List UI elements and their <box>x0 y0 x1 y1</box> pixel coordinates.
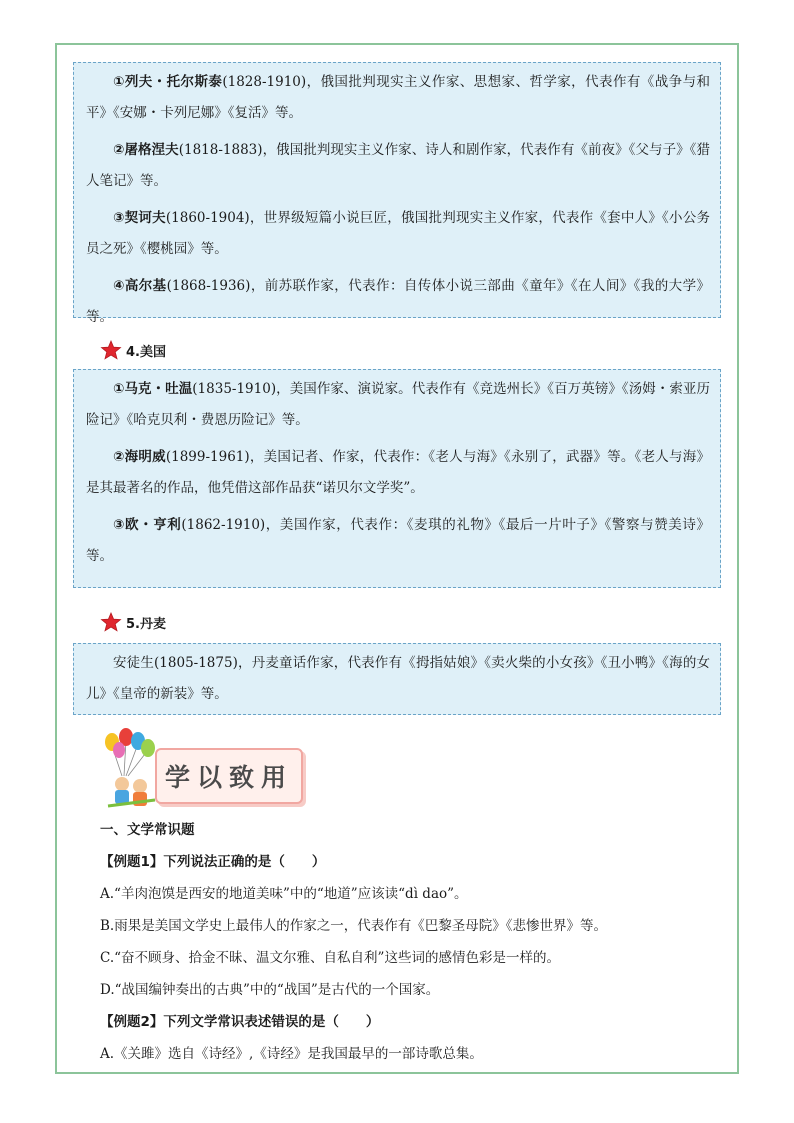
author-text: (1835-1910)，美国作家、演说家。代表作有《竞选州长》《百万英镑》《汤姆・索亚历险记》《哈克贝利・费恩历险记》等。 <box>86 381 710 428</box>
author-text: (1899-1961)，美国记者、作家，代表作：《老人与海》《永别了，武器》等。《老人与海》是其最著名的作品，他凭借这部作品获“诺贝尔文学奖”。 <box>86 449 710 496</box>
author-name: ②屠格涅夫 <box>113 142 179 158</box>
author-text: (1868-1936)，前苏联作家，代表作：自传体小说三部曲《童年》《在人间》《我的大学》等。 <box>86 278 710 325</box>
author-entry <box>86 203 710 265</box>
author-entry <box>86 442 710 504</box>
question-label: 【例题2】 <box>100 1014 164 1030</box>
question-1 <box>100 854 720 870</box>
section-heading-text: 4.美国 <box>126 344 166 360</box>
question-label: 【例题1】 <box>100 854 164 870</box>
section-title: 一、文学常识题 <box>100 822 195 838</box>
option-item: B.雨果是美国文学史上最伟人的作家之一，代表作有《巴黎圣母院》《悲惨世界》等。 <box>100 918 607 934</box>
author-entry <box>86 67 710 129</box>
section-heading-usa <box>100 340 166 360</box>
practice-banner <box>100 728 310 810</box>
option-item: A.《关雎》选自《诗经》,《诗经》是我国最早的一部诗歌总集。 <box>100 1046 483 1062</box>
banner-title: 学以致用 <box>155 748 303 804</box>
author-name: ①列夫・托尔斯泰 <box>113 74 223 90</box>
author-entry <box>86 374 710 436</box>
author-name: ③契诃夫 <box>113 210 166 226</box>
author-text: (1828-1910)，俄国批判现实主义作家、思想家、哲学家，代表作有《战争与和平》《安娜・卡列尼娜》《复活》等。 <box>86 74 710 121</box>
author-entry <box>86 135 710 197</box>
question-stem: 下列文学常识表述错误的是（ ） <box>163 1014 380 1030</box>
author-name: ②海明威 <box>113 449 166 465</box>
author-name: ④高尔基 <box>113 278 167 294</box>
question-section <box>100 822 720 1078</box>
question-2 <box>100 1014 720 1030</box>
section-heading-text: 5.丹麦 <box>126 616 166 632</box>
author-entry <box>86 271 710 333</box>
question-stem: 下列说法正确的是（ ） <box>163 854 326 870</box>
usa-authors-box <box>73 369 721 588</box>
author-text: (1862-1910)，美国作家，代表作：《麦琪的礼物》《最后一片叶子》《警察与赞美诗》等。 <box>86 517 710 564</box>
denmark-authors-box <box>73 643 721 715</box>
author-entry <box>86 510 710 572</box>
author-entry: 安徒生(1805-1875)，丹麦童话作家，代表作有《拇指姑娘》《卖火柴的小女孩》《丑小鸭》《海的女儿》《皇帝的新装》等。 <box>86 655 710 702</box>
star-icon <box>100 612 122 632</box>
option-item: D.“战国编钟奏出的古典”中的“战国”是古代的一个国家。 <box>100 982 440 998</box>
author-text: (1860-1904)，世界级短篇小说巨匠，俄国批判现实主义作家，代表作《套中人》《小公务员之死》《樱桃园》等。 <box>86 210 711 257</box>
author-text: (1818-1883)，俄国批判现实主义作家、诗人和剧作家，代表作有《前夜》《父与子》《猎人笔记》等。 <box>86 142 710 189</box>
star-icon <box>100 340 122 360</box>
section-heading-denmark <box>100 612 166 632</box>
russia-authors-box <box>73 62 721 325</box>
author-name: ③欧・亨利 <box>113 517 182 533</box>
option-item: A.“羊肉泡馍是西安的地道美味”中的“地道”应该读“dì dao”。 <box>100 886 468 902</box>
option-item: C.“奋不顾身、拾金不昧、温文尔雅、自私自利”这些词的感情色彩是一样的。 <box>100 950 560 966</box>
author-name: ①马克・吐温 <box>113 381 193 397</box>
